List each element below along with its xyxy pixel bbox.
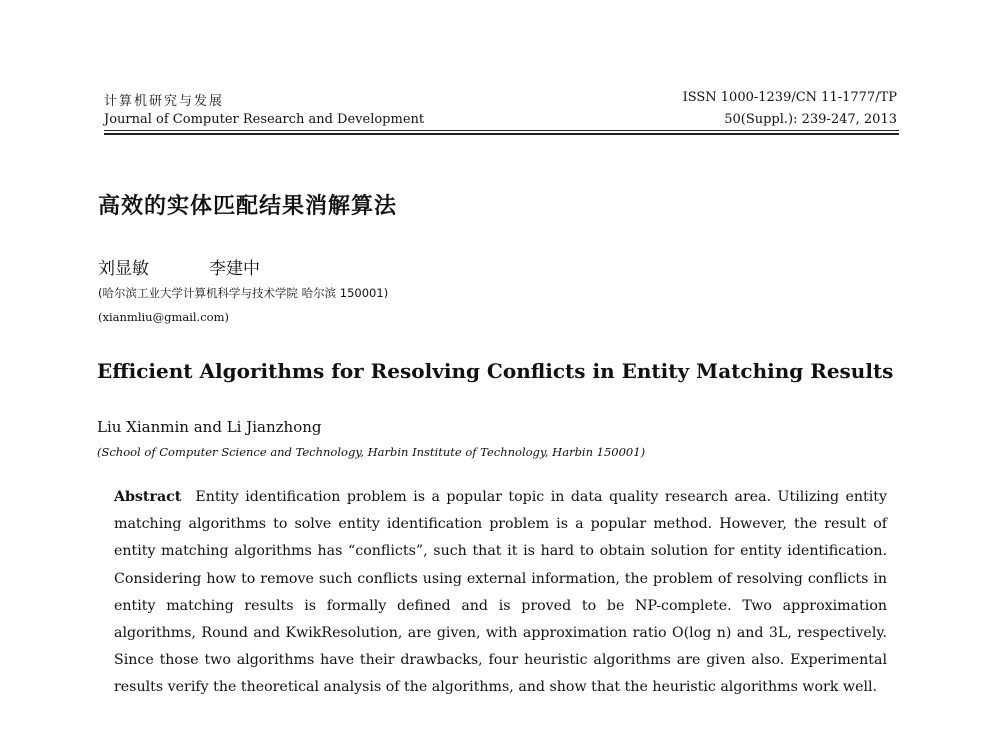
header-rule-thin xyxy=(104,130,899,131)
volume-pages-line: 50(Suppl.): 239-247, 2013 xyxy=(724,112,897,127)
paper-title-chinese: 高效的实体匹配结果消解算法 xyxy=(98,194,398,219)
affiliation-chinese: (哈尔滨工业大学计算机科学与技术学院 哈尔滨 150001) xyxy=(98,286,389,300)
author-email: (xianmliu@gmail.com) xyxy=(98,310,229,324)
affiliation-english: (School of Computer Science and Technology, Harbin Institute of Technology, Harbin 150001) xyxy=(97,445,646,459)
abstract-label: Abstract xyxy=(114,489,182,505)
journal-name-english: Journal of Computer Research and Development xyxy=(104,112,425,127)
header-rule-thick xyxy=(104,133,899,135)
author-chinese: 刘显敏 xyxy=(98,259,149,279)
abstract xyxy=(114,484,887,702)
issn-line: ISSN 1000-1239/CN 11-1777/TP xyxy=(682,90,897,105)
abstract-text: Entity identification problem is a popular topic in data quality research area. Utilizing entity matching algorithms to solve entity identification problem is a popular method. However, the result of entity matching algorithms has “conflicts”, such that it is hard to obtain solution for entity identification. Considering how to remove such conflicts using external information, the problem of resolving conflicts in entity matching results is formally defined and is proved to be NP-complete. Two approximation algorithms, Round and KwikResolution, are given, with approximation ratio O(log n) and 3L, respectively. Since those two algorithms have their drawbacks, four heuristic algorithms are given also. Experimental results verify the theoretical analysis of the algorithms, and show that the heuristic algorithms work well. xyxy=(114,489,887,696)
journal-name-chinese: 计算机研究与发展 xyxy=(104,94,225,109)
authors-english: Liu Xianmin and Li Jianzhong xyxy=(97,418,322,436)
author-chinese: 李建中 xyxy=(209,259,260,279)
authors-chinese xyxy=(98,254,260,279)
paper-title-english: Efficient Algorithms for Resolving Conflicts in Entity Matching Results xyxy=(97,359,894,383)
